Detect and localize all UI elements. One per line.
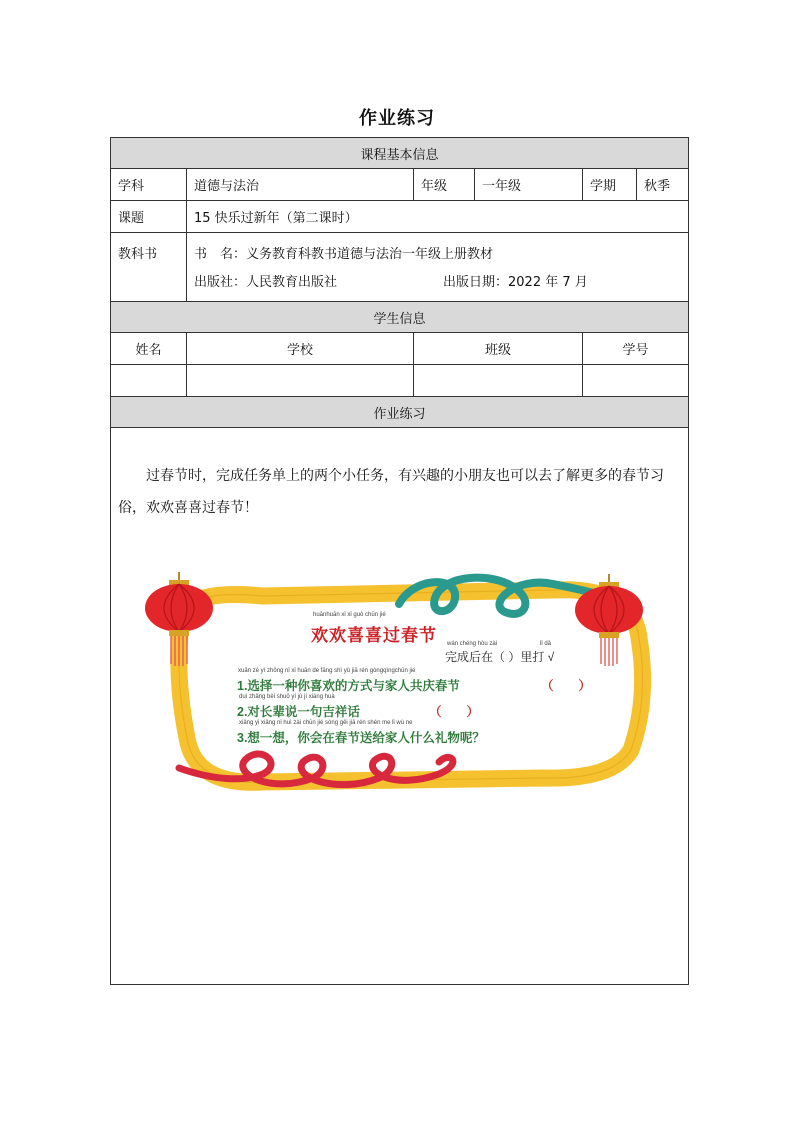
homework-paragraph: 过春节时，完成任务单上的两个小任务，有兴趣的小朋友也可以去了解更多的春节习俗，欢欢喜喜过春节！ <box>118 468 664 516</box>
task2-pinyin: duì zhǎng bèi shuō yí jù jí xiáng huà <box>239 694 335 700</box>
title-pinyin: huānhuān xǐ xǐ guò chūn jié <box>313 612 386 618</box>
task2-checkbox[interactable]: （ ） <box>429 705 480 719</box>
class-column-header: 班级 <box>414 333 583 365</box>
page-title: 作业练习 <box>359 108 435 129</box>
task3-pinyin: xiǎng yi xiǎng nǐ huì zài chūn jié sòng gěi jiā rén shén me lǐ wù ne <box>239 720 413 726</box>
task2-text: 2.对长辈说一句吉祥话 <box>237 705 360 719</box>
school-field[interactable] <box>187 365 414 397</box>
complete-pinyin: wán chéng hòu zài <box>447 641 498 647</box>
course-info-header: 课程基本信息 <box>111 138 689 169</box>
publisher-line <box>194 270 681 295</box>
grade-label: 年级 <box>414 169 475 201</box>
task1-text: 1.选择一种你喜欢的方式与家人共庆春节 <box>237 679 460 693</box>
task-card-title: 欢欢喜喜过春节 <box>311 626 437 645</box>
school-column-header: 学校 <box>187 333 414 365</box>
homework-sheet-table <box>110 137 689 985</box>
class-field[interactable] <box>414 365 583 397</box>
homework-header: 作业练习 <box>111 397 689 428</box>
publish-date: 出版日期：2022 年 7 月 <box>443 275 588 290</box>
task1-pinyin: xuǎn zé yì zhǒng nǐ xǐ huān de fāng shì yǔ jiā rén gòngqìngchūn jié <box>238 668 416 674</box>
task1-checkbox[interactable]: （ ） <box>541 679 592 693</box>
publisher: 出版社：人民教育出版社 <box>194 275 338 290</box>
complete-pinyin-2: lǐ dǎ <box>540 641 552 647</box>
complete-instruction: 完成后在（ ）里打 √ <box>445 650 555 664</box>
name-field[interactable] <box>111 365 187 397</box>
term-label: 学期 <box>583 169 637 201</box>
lesson-value: 15 快乐过新年（第二课时） <box>187 201 689 233</box>
homework-content <box>111 428 689 985</box>
student-info-header: 学生信息 <box>111 302 689 333</box>
left-lantern-icon <box>145 572 213 666</box>
spring-festival-task-card <box>143 568 663 808</box>
book-name: 书 名：义务教育科教书道德与法治一年级上册教材 <box>194 247 494 262</box>
student-id-field[interactable] <box>583 365 689 397</box>
subject-label: 学科 <box>111 169 187 201</box>
grade-value: 一年级 <box>475 169 583 201</box>
term-value: 秋季 <box>637 169 689 201</box>
name-column-header: 姓名 <box>111 333 187 365</box>
task3-text: 3.想一想，你会在春节送给家人什么礼物呢？ <box>237 731 485 745</box>
textbook-label: 教科书 <box>111 233 187 302</box>
student-id-column-header: 学号 <box>583 333 689 365</box>
textbook-details <box>187 233 689 302</box>
subject-value: 道德与法治 <box>187 169 414 201</box>
lesson-label: 课题 <box>111 201 187 233</box>
